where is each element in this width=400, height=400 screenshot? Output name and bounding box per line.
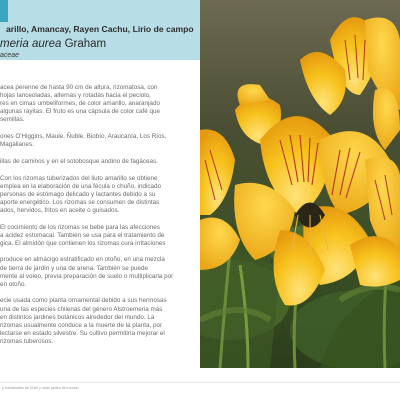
common-names: arillo, Amancay, Rayen Cachu, Lirio de campo [6, 24, 194, 34]
distribution-paragraph: ones O'Higgins, Maule, Ñuble, Biobío, Araucanía, Los Ríos, Magallanes. [0, 133, 167, 149]
scientific-name-author: Graham [64, 38, 107, 50]
alstroemeria-illustration [200, 0, 400, 368]
footer-divider [0, 382, 400, 383]
text-column [0, 84, 194, 355]
page-footer: y medicinales de Chile y otras partes del mundo [2, 386, 79, 390]
chapter-tab [0, 0, 8, 22]
habitat-paragraph: illas de caminos y en el sotobosque andino de fagáceas. [0, 157, 158, 165]
scientific-name [0, 38, 200, 50]
family-name: aceae [0, 52, 20, 59]
flower-photo [200, 0, 400, 368]
scientific-name-latin: meria aurea [0, 38, 62, 50]
description-paragraph: acea perenne de hasta 90 cm de altura, rizomatosa, con hojas lanceoladas, alternas y rotadas hacia el peciolo, res en cimas umbeliformes, de color amarillo, anaranjado algunas rayitas. El fruto es una cápsula de color café que semillas. [0, 84, 160, 124]
propagation-paragraph: produce en almácigo estratificado en otoño, en una mezcla de tierra de jardín y una de arena. También se puede mente al voleo, previa preparación de suelo o multiplicarla por en otoño. [0, 256, 174, 288]
food-use-paragraph: Con los rizomas tuberizados del liuto amarillo se obtiene emplea en la elaboración de una fécula o chuño, indicado personas de estómago delicado y lactantes debido a su aporte energético. Los rizomas se consumen de distintas ados, hervidos, fritos en aceite o guisados. [0, 174, 162, 214]
medicinal-use-paragraph: El cocimiento de los rizomas se bebe para las afecciones a acidez estomacal. También se usa para el tratamiento de gica. El almidón que contienen los rizomas cura irritaciones [0, 223, 166, 247]
ornamental-paragraph: ecie usada como planta ornamental debido a sus hermosas una de las especies chilenas del género Alstroemeria más en distintos jardines botánicos alrededor del mundo. La rizomas usualmente conduce a la muerte de la planta, por lectarse en estado silvestre. Su cultivo permitiría mejorar el rizomas tuberosos. [0, 297, 167, 345]
